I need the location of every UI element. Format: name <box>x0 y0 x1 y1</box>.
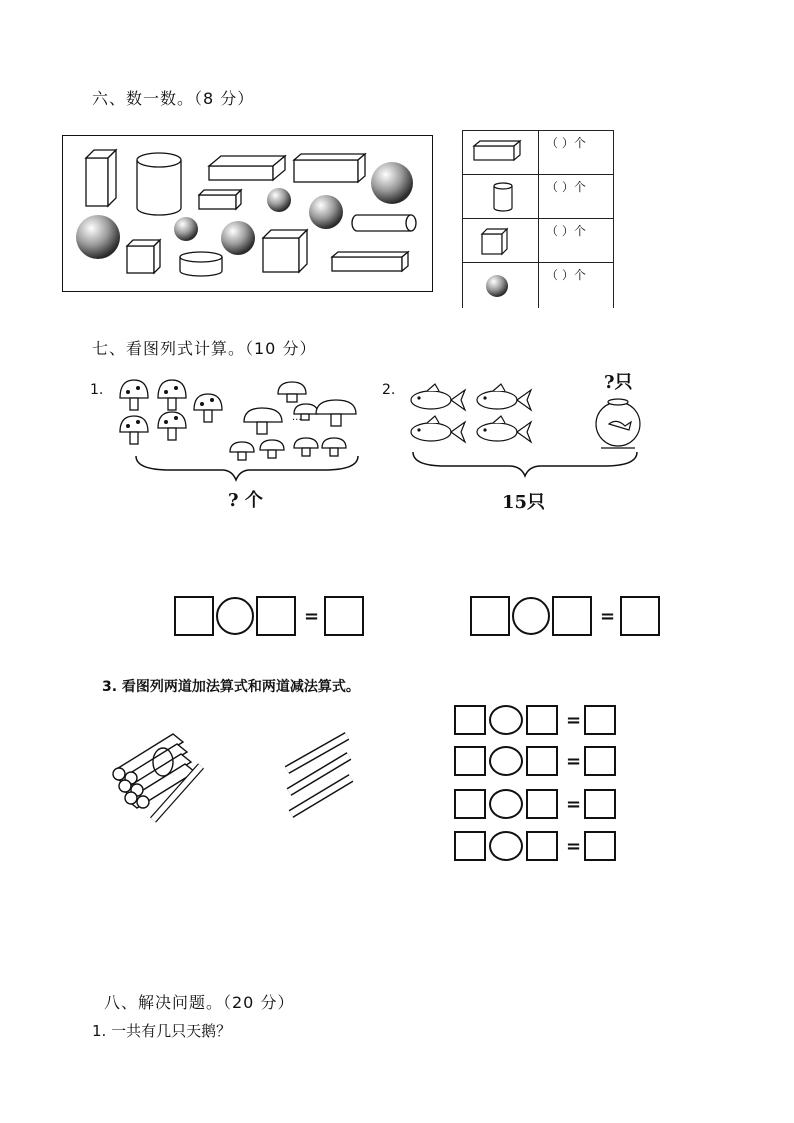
operator-circle[interactable] <box>216 597 254 635</box>
fish-illustration <box>405 380 650 480</box>
sphere-icon <box>174 217 198 241</box>
equals-sign: = <box>566 710 582 731</box>
cylinder-icon <box>482 178 522 214</box>
answer-box[interactable] <box>454 789 486 819</box>
problem2-question-label: ?只 <box>604 372 633 393</box>
answer-box[interactable] <box>526 705 558 735</box>
answer-box[interactable] <box>584 789 616 819</box>
sphere-icon <box>480 270 520 302</box>
mushroom-icon <box>322 438 346 456</box>
section7-title: 七、看图列式计算。（10 分） <box>92 339 317 358</box>
mushroom-icon <box>244 408 282 434</box>
section6-title: 六、数一数。（8 分） <box>92 89 255 108</box>
section8-title: 八、解决问题。（20 分） <box>104 993 295 1012</box>
count-blank[interactable]: （ ）个 <box>546 136 586 150</box>
cylinder-lying-icon <box>352 215 416 231</box>
operator-circle[interactable] <box>489 746 523 776</box>
mushroom-icon <box>230 442 254 460</box>
problem1-number: 1. <box>90 382 104 398</box>
cylinder-short-icon <box>180 252 222 276</box>
count-table <box>462 130 614 308</box>
mushrooms-illustration <box>110 370 370 485</box>
answer-box[interactable] <box>620 596 660 636</box>
stick-bundle-icon <box>113 734 201 820</box>
spotted-mushroom-icon <box>120 380 148 410</box>
operator-circle[interactable] <box>489 831 523 861</box>
equals-sign: = <box>566 751 582 772</box>
shapes-illustration <box>63 136 434 293</box>
cuboid-flat-icon <box>209 156 285 180</box>
mushroom-icon <box>294 438 318 456</box>
spotted-mushroom-icon <box>158 412 186 440</box>
cuboid-flat-icon-2 <box>332 252 408 271</box>
count-row-cube <box>462 218 614 263</box>
brace-icon <box>413 452 637 476</box>
answer-box[interactable] <box>584 831 616 861</box>
count-blank[interactable]: （ ）个 <box>546 180 586 194</box>
count-blank[interactable]: （ ）个 <box>546 268 586 282</box>
cuboid-small-icon <box>199 190 241 209</box>
single-sticks-icon <box>287 736 351 814</box>
cube-icon <box>476 222 516 258</box>
answer-box[interactable] <box>526 831 558 861</box>
brace-icon <box>136 456 358 480</box>
sphere-icon <box>267 188 291 212</box>
answer-box[interactable] <box>324 596 364 636</box>
section8-question1: 1. 一共有几只天鹅？ <box>92 1022 232 1040</box>
answer-box[interactable] <box>174 596 214 636</box>
operator-circle[interactable] <box>512 597 550 635</box>
equals-sign: = <box>304 606 320 627</box>
cuboid-long-icon <box>294 154 365 182</box>
sphere-icon <box>371 162 413 204</box>
spotted-mushroom-icon <box>194 394 222 422</box>
equals-sign: = <box>566 794 582 815</box>
spotted-mushroom-icon <box>158 380 186 410</box>
shapes-panel <box>62 135 433 292</box>
fishbowl-icon <box>596 399 640 448</box>
answer-box[interactable] <box>584 746 616 776</box>
problem2-number: 2. <box>382 382 396 398</box>
answer-box[interactable] <box>526 789 558 819</box>
mushroom-icon <box>278 382 306 402</box>
count-row-sphere <box>462 262 614 308</box>
sphere-icon <box>309 195 343 229</box>
count-row-cuboid <box>462 130 614 175</box>
answer-box[interactable] <box>454 746 486 776</box>
sphere-icon <box>221 221 255 255</box>
answer-box[interactable] <box>454 705 486 735</box>
answer-box[interactable] <box>470 596 510 636</box>
count-row-cylinder <box>462 174 614 219</box>
cuboid-icon <box>470 136 530 166</box>
problem1-total-label: ? 个 <box>228 490 263 511</box>
answer-box[interactable] <box>526 746 558 776</box>
sticks-illustration <box>105 722 365 826</box>
cylinder-icon <box>137 153 181 216</box>
equals-sign: = <box>566 836 582 857</box>
operator-circle[interactable] <box>489 705 523 735</box>
cube-icon-2 <box>263 230 307 272</box>
answer-box[interactable] <box>256 596 296 636</box>
count-blank[interactable]: （ ）个 <box>546 224 586 238</box>
cuboid-tall-icon <box>86 150 116 206</box>
mushroom-icon <box>260 440 284 458</box>
mushroom-icon <box>316 400 356 426</box>
cube-icon <box>127 240 160 273</box>
spotted-mushroom-icon <box>120 416 148 444</box>
equals-sign: = <box>600 606 616 627</box>
ellipsis-text: ... <box>292 412 302 423</box>
answer-box[interactable] <box>552 596 592 636</box>
answer-box[interactable] <box>584 705 616 735</box>
answer-box[interactable] <box>454 831 486 861</box>
operator-circle[interactable] <box>489 789 523 819</box>
sphere-icon <box>76 215 120 259</box>
problem3-instruction: 3. 看图列两道加法算式和两道减法算式。 <box>102 679 360 695</box>
problem2-total-label: 15只 <box>502 492 546 513</box>
